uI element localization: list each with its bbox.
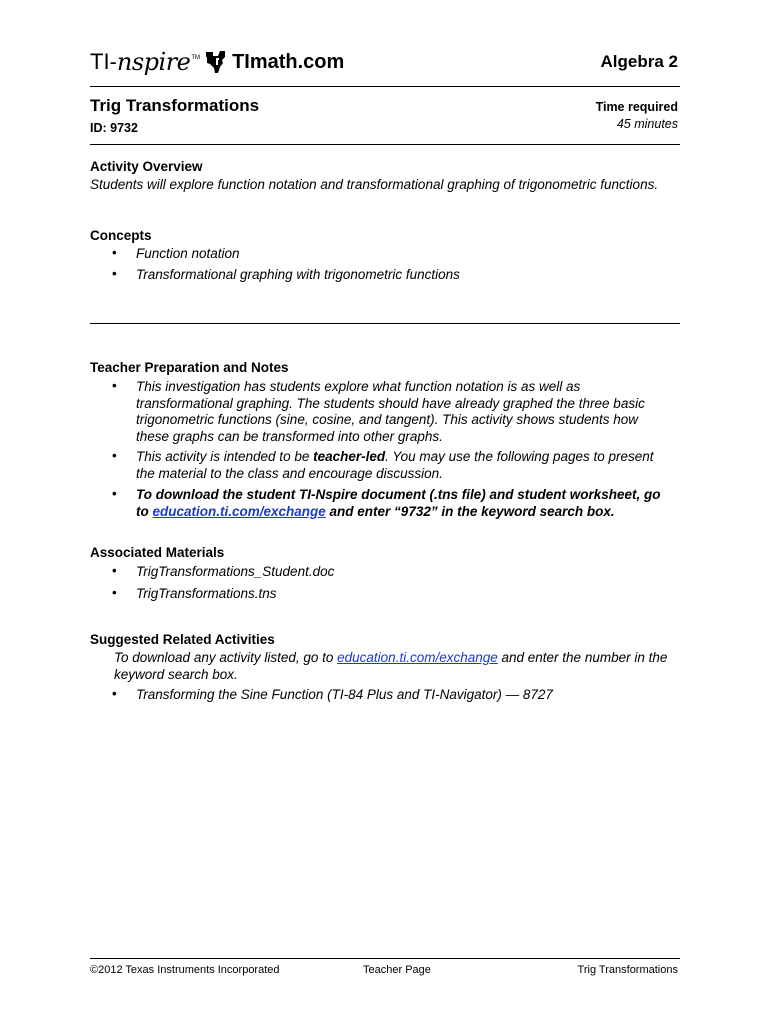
concept-item: Transformational graphing with trigonometric functions	[136, 267, 460, 282]
bullet-icon: •	[112, 448, 117, 463]
bullet-icon: •	[112, 245, 117, 260]
bullet-icon: •	[112, 486, 117, 501]
related-item: Transforming the Sine Function (TI-84 Plus and TI-Navigator) — 8727	[136, 687, 553, 702]
subject-label: Algebra 2	[600, 52, 678, 71]
related-intro-text: To download any activity listed, go to	[114, 650, 338, 665]
bullet-icon: •	[112, 563, 117, 578]
title-rule	[90, 144, 680, 145]
material-item: TrigTransformations_Student.doc	[136, 564, 335, 579]
bullet-icon: •	[112, 378, 117, 393]
footer-doc-title: Trig Transformations	[577, 964, 678, 976]
ti-nspire-logo	[90, 48, 344, 76]
prep-item-text: . You may use the following pages to present the material to the class and encourage discussion.	[136, 449, 654, 481]
footer-page-type: Teacher Page	[363, 964, 431, 976]
materials-heading: Associated Materials	[90, 545, 225, 560]
header-rule	[90, 86, 680, 87]
section-rule	[90, 323, 680, 324]
time-required-label: Time required	[595, 100, 678, 114]
related-heading: Suggested Related Activities	[90, 632, 275, 647]
prep-item-text: To download the student TI-Nspire document (.tns file) and student worksheet, go to	[136, 487, 661, 519]
prep-item-download	[136, 487, 674, 520]
prep-item: This investigation has students explore what function notation is as well as transformational graphing. The students should have already graphed the three basic trigonometric functions (sine, cosine, and tangent). This activity shows students how these graphs can be transformed into other graphs.	[136, 379, 645, 444]
bullet-icon: •	[112, 686, 117, 701]
related-intro-text: and enter the number in the keyword search box.	[114, 650, 668, 682]
exchange-link[interactable]: education.ti.com/exchange	[337, 650, 498, 665]
overview-text: Students will explore function notation and transformational graphing of trigonometric functions.	[90, 177, 659, 192]
prep-heading: Teacher Preparation and Notes	[90, 360, 289, 375]
footer-copyright: ©2012 Texas Instruments Incorporated	[90, 964, 280, 976]
material-item: TrigTransformations.tns	[136, 586, 277, 601]
bullet-icon: •	[112, 266, 117, 281]
prep-item-emphasis: teacher-led	[313, 449, 386, 464]
overview-heading: Activity Overview	[90, 159, 203, 174]
brand-ti: TI-	[90, 49, 117, 74]
brand-trademark: TM	[191, 55, 201, 61]
bullet-icon: •	[112, 585, 117, 600]
activity-id: ID: 9732	[90, 121, 138, 135]
footer-rule	[90, 958, 680, 959]
related-intro	[114, 650, 676, 683]
prep-item-text: and enter “9732” in the keyword search box.	[325, 503, 615, 519]
concept-item: Function notation	[136, 246, 240, 261]
texas-instruments-icon	[204, 49, 228, 75]
prep-item-text: This activity is intended to be	[136, 449, 314, 464]
page-title: Trig Transformations	[90, 96, 260, 115]
concepts-heading: Concepts	[90, 228, 152, 243]
brand-nspire: nspire	[116, 48, 191, 76]
time-required-value: 45 minutes	[616, 117, 678, 131]
prep-item	[136, 449, 674, 482]
site-name: TImath.com	[232, 50, 345, 73]
exchange-link[interactable]: education.ti.com/exchange	[152, 503, 326, 519]
